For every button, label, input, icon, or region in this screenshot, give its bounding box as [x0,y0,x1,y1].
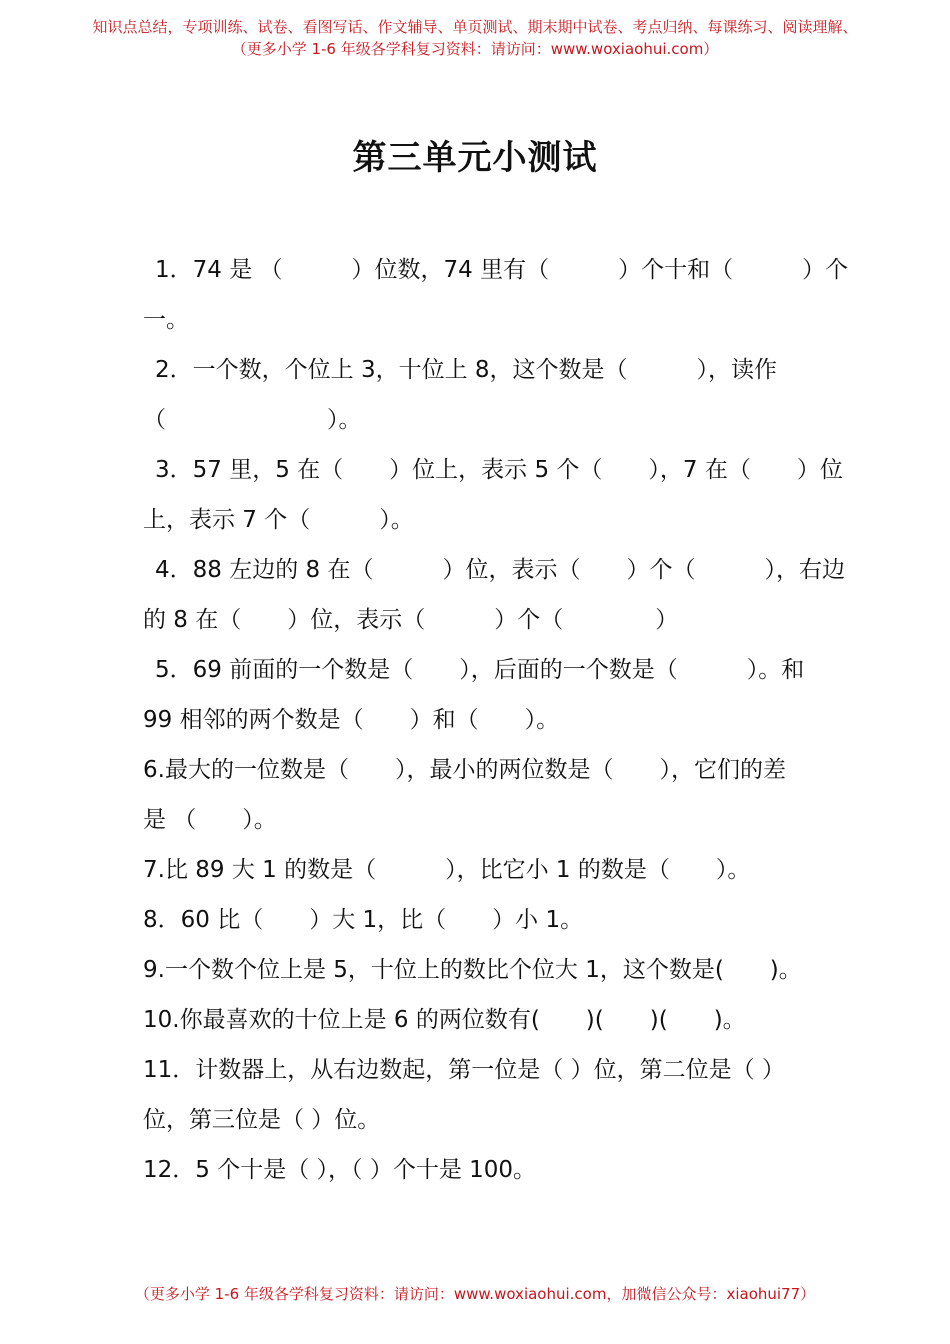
question-line: 一。 [143,307,189,333]
question-line: 9.一个数个位上是 5，十位上的数比个位大 1，这个数是( )。 [143,957,802,983]
page-footer: （更多小学 1-6 年级各学科复习资料：请访问：www.woxiaohui.com，加微信公众号：xiaohui77） [134,1285,816,1303]
page-header [0,16,950,60]
question-line: （ ）。 [143,407,362,433]
question-line: 12．5 个十是（ ），（ ）个十是 100。 [143,1157,537,1183]
question-line: 6.最大的一位数是（ ），最小的两位数是（ ），它们的差 [143,757,786,783]
question-line: 上，表示 7 个（ ）。 [143,507,414,533]
question-line: 99 相邻的两个数是（ ）和（ ）。 [143,707,560,733]
header-line-1: 知识点总结，专项训练、试卷、看图写话、作文辅导、单页测试、期末期中试卷、考点归纳、每课练习、阅读理解、 [92,18,858,36]
question-line: 位，第三位是（ ）位。 [143,1107,381,1133]
question-line: 11．计数器上，从右边数起，第一位是（ ）位，第二位是（ ） [143,1057,785,1083]
question-line: 7.比 89 大 1 的数是（ ），比它小 1 的数是（ ）。 [143,857,751,883]
question-line: 是 （ ）。 [143,807,277,833]
page-title: 第三单元小测试 [352,138,598,178]
header-line-2: （更多小学 1-6 年级各学科复习资料：请访问：www.woxiaohui.com） [231,40,719,58]
question-line: 1．74 是 （ ）位数，74 里有（ ）个十和（ ）个 [155,257,849,283]
question-line: 8．60 比（ ）大 1，比（ ）小 1。 [143,907,584,933]
question-line: 2．一个数，个位上 3，十位上 8，这个数是（ ），读作 [155,357,778,383]
question-line: 3．57 里，5 在（ ）位上，表示 5 个（ ），7 在（ ）位 [155,457,843,483]
question-line: 5．69 前面的一个数是（ ），后面的一个数是（ ）。和 [155,657,805,683]
question-line: 10.你最喜欢的十位上是 6 的两位数有( )( )( )。 [143,1007,746,1033]
question-list [143,245,849,1195]
question-line: 的 8 在（ ）位，表示（ ）个（ ） [143,607,679,633]
question-line: 4．88 左边的 8 在（ ）位，表示（ ）个（ ），右边 [155,557,845,583]
